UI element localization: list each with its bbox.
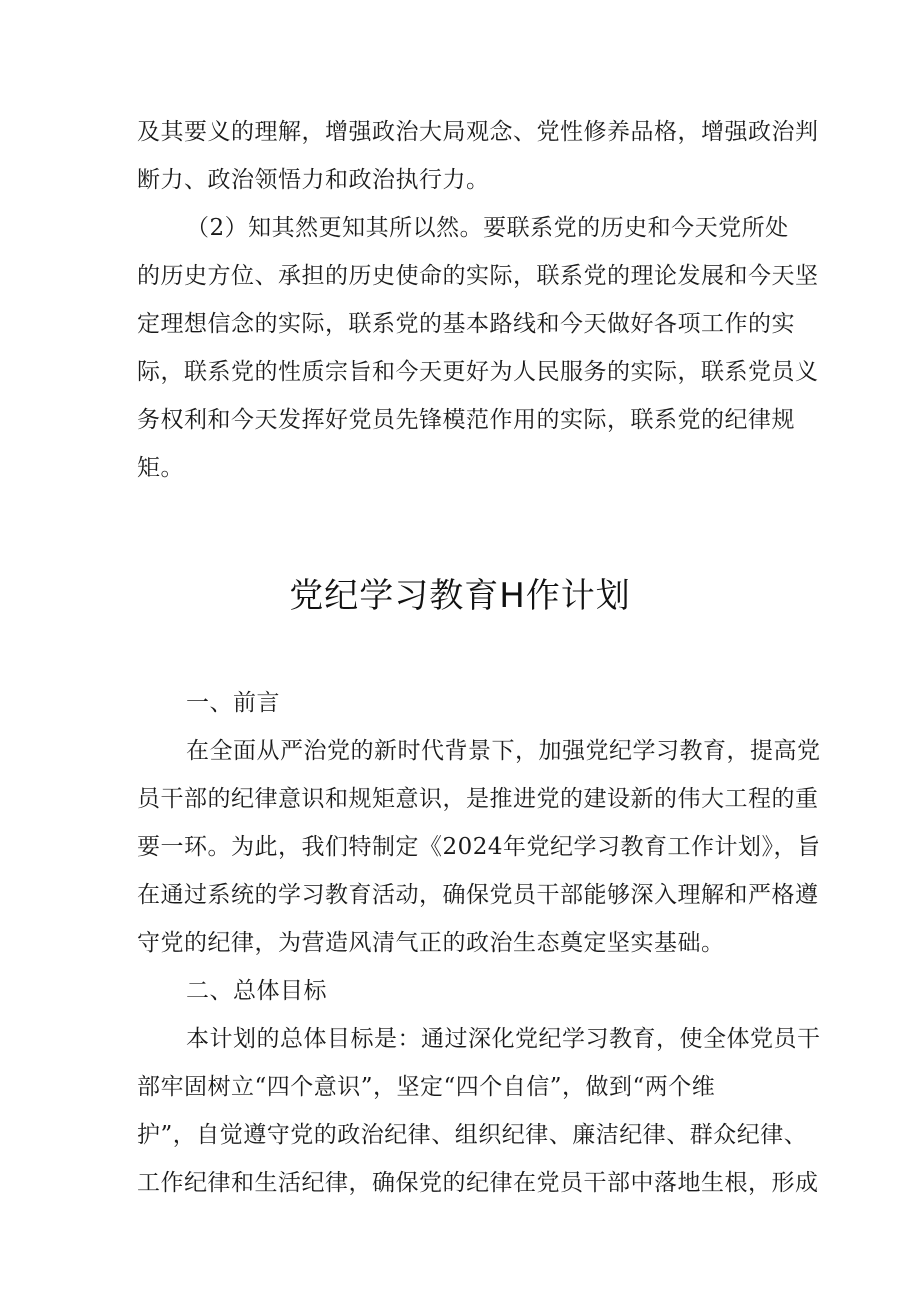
text-line: 要一环。为此，我们特制定《2024年党纪学习教育工作计划》，旨: [137, 834, 821, 860]
section-heading: 一、前言: [186, 690, 280, 716]
text-line: 护”，自觉遵守党的政治纪律、组织纪律、廉洁纪律、群众纪律、: [137, 1122, 808, 1148]
text-line: 的历史方位、承担的历史使命的实际，联系党的理论发展和今天坚: [137, 263, 819, 289]
document-title: 党纪学习教育H作计划: [289, 576, 631, 616]
text-line: 及其要义的理解，增强政治大局观念、党性修养品格，增强政治判: [137, 119, 819, 145]
section-heading: 二、总体目标: [186, 978, 327, 1004]
text-line: 断力、政治领悟力和政治执行力。: [137, 167, 490, 193]
text-line: 在通过系统的学习教育活动，确保党员干部能够深入理解和严格遵: [137, 882, 819, 908]
text-line: 定理想信念的实际，联系党的基本路线和今天做好各项工作的实: [137, 311, 795, 337]
text-line: 务权利和今天发挥好党员先锋模范作用的实际，联系党的纪律规: [137, 407, 795, 433]
text-line: 矩。: [137, 455, 184, 481]
text-line: 守党的纪律，为营造风清气正的政治生态奠定坚实基础。: [137, 930, 725, 956]
text-line: 本计划的总体目标是：通过深化党纪学习教育，使全体党员干: [186, 1026, 821, 1052]
text-line: 在全面从严治党的新时代背景下，加强党纪学习教育，提高党: [186, 738, 821, 764]
text-line: （2）知其然更知其所以然。要联系党的历史和今天党所处: [186, 215, 789, 241]
text-line: 员干部的纪律意识和规矩意识，是推进党的建设新的伟大工程的重: [137, 786, 819, 812]
text-line: 部牢固树立“四个意识”，坚定“四个自信”，做到“两个维: [137, 1074, 716, 1100]
text-line: 工作纪律和生活纪律，确保党的纪律在党员干部中落地生根，形成: [137, 1170, 819, 1196]
text-line: 际，联系党的性质宗旨和今天更好为人民服务的实际，联系党员义: [137, 359, 819, 385]
